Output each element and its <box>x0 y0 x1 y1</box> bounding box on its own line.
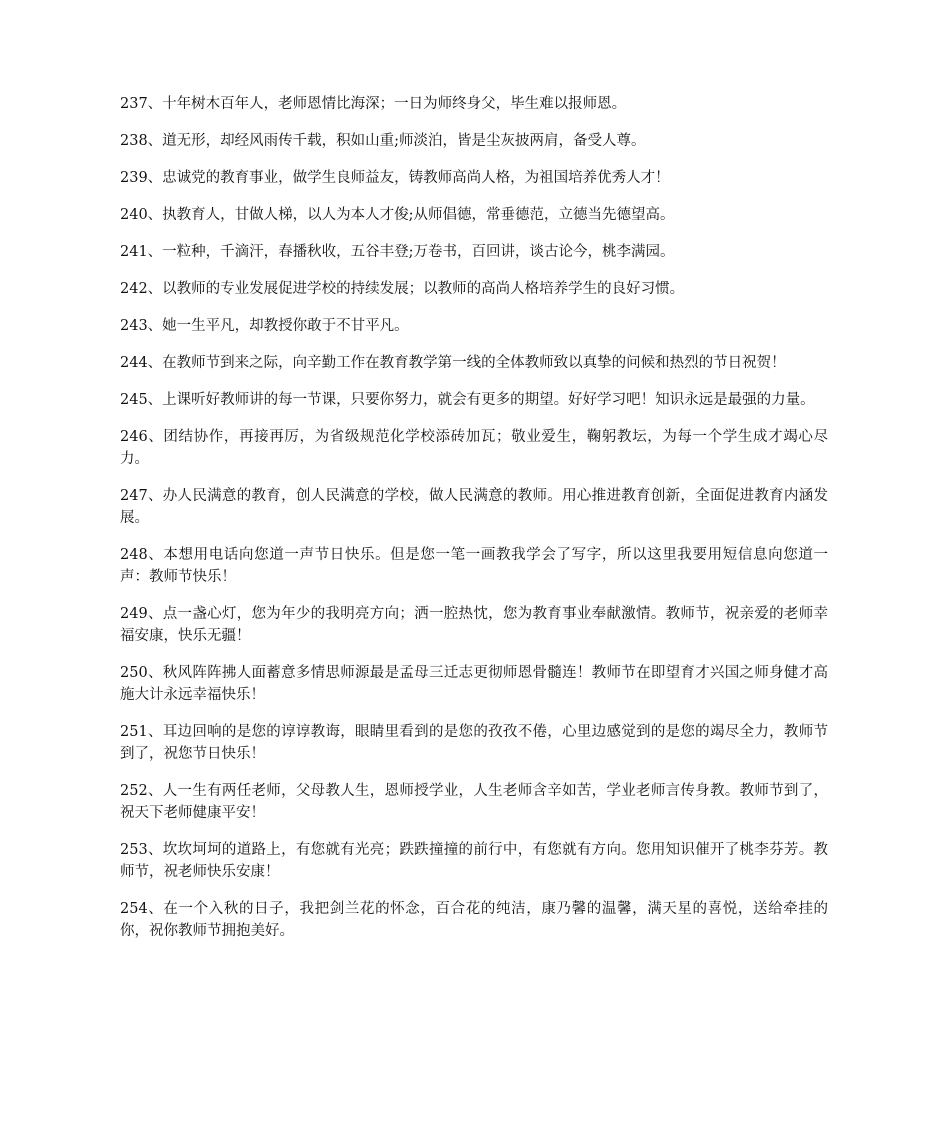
document-body <box>120 93 828 957</box>
entry-244: 244、在教师节到来之际，向辛勤工作在教育教学第一线的全体教师致以真挚的问候和热烈的节日祝贺！ <box>120 355 786 371</box>
entry-241: 241、一粒种，千滴汗，春播秋收，五谷丰登;万卷书，百回讲，谈古论今，桃李满园。 <box>120 244 675 260</box>
entry-239: 239、忠诚党的教育事业，做学生良师益友，铸教师高尚人格，为祖国培养优秀人才！ <box>120 170 670 186</box>
entry-254: 254、在一个入秋的日子，我把剑兰花的怀念，百合花的纯洁，康乃馨的温馨，满天星的喜悦，送给牵挂的你，祝你教师节拥抱美好。 <box>120 901 828 939</box>
entry-240: 240、执教育人，甘做人梯，以人为本人才俊;从师倡德，常垂德范，立德当先德望高。 <box>120 207 675 223</box>
entry-248: 248、本想用电话向您道一声节日快乐。但是您一笔一画教我学会了写字，所以这里我要用短信息向您道一声：教师节快乐！ <box>120 547 828 585</box>
entry-238: 238、道无形，却经风雨传千载，积如山重;师淡泊，皆是尘灰披两肩，备受人尊。 <box>120 133 646 149</box>
entry-243: 243、她一生平凡，却教授你敢于不甘平凡。 <box>120 318 409 334</box>
entry-245: 245、上课听好教师讲的每一节课，只要你努力，就会有更多的期望。好好学习吧！知识永远是最强的力量。 <box>120 392 815 408</box>
entry-237: 237、十年树木百年人，老师恩情比海深；一日为师终身父，毕生难以报师恩。 <box>120 96 627 112</box>
entry-253: 253、坎坎坷坷的道路上，有您就有光亮；跌跌撞撞的前行中，有您就有方向。您用知识催开了桃李芬芳。教师节，祝老师快乐安康！ <box>120 842 828 880</box>
entry-249: 249、点一盏心灯，您为年少的我明亮方向；洒一腔热忱，您为教育事业奉献激情。教师节，祝亲爱的老师幸福安康，快乐无疆！ <box>120 606 828 644</box>
entry-242: 242、以教师的专业发展促进学校的持续发展；以教师的高尚人格培养学生的良好习惯。 <box>120 281 685 297</box>
entry-246: 246、团结协作，再接再厉，为省级规范化学校添砖加瓦；敬业爱生，鞠躬教坛，为每一个学生成才竭心尽力。 <box>120 429 828 467</box>
entry-251: 251、耳边回响的是您的谆谆教诲，眼睛里看到的是您的孜孜不倦，心里边感觉到的是您的竭尽全力，教师节到了，祝您节日快乐！ <box>120 724 828 762</box>
entry-250: 250、秋风阵阵拂人面蓄意多情思师源最是孟母三迁志更彻师恩骨髓连！教师节在即望育才兴国之师身健才高施大计永远幸福快乐！ <box>120 665 828 703</box>
entry-252: 252、人一生有两任老师，父母教人生，恩师授学业，人生老师含辛如苦，学业老师言传身教。教师节到了，祝天下老师健康平安！ <box>120 783 828 821</box>
entry-247: 247、办人民满意的教育，创人民满意的学校，做人民满意的教师。用心推进教育创新，全面促进教育内涵发展。 <box>120 488 828 526</box>
